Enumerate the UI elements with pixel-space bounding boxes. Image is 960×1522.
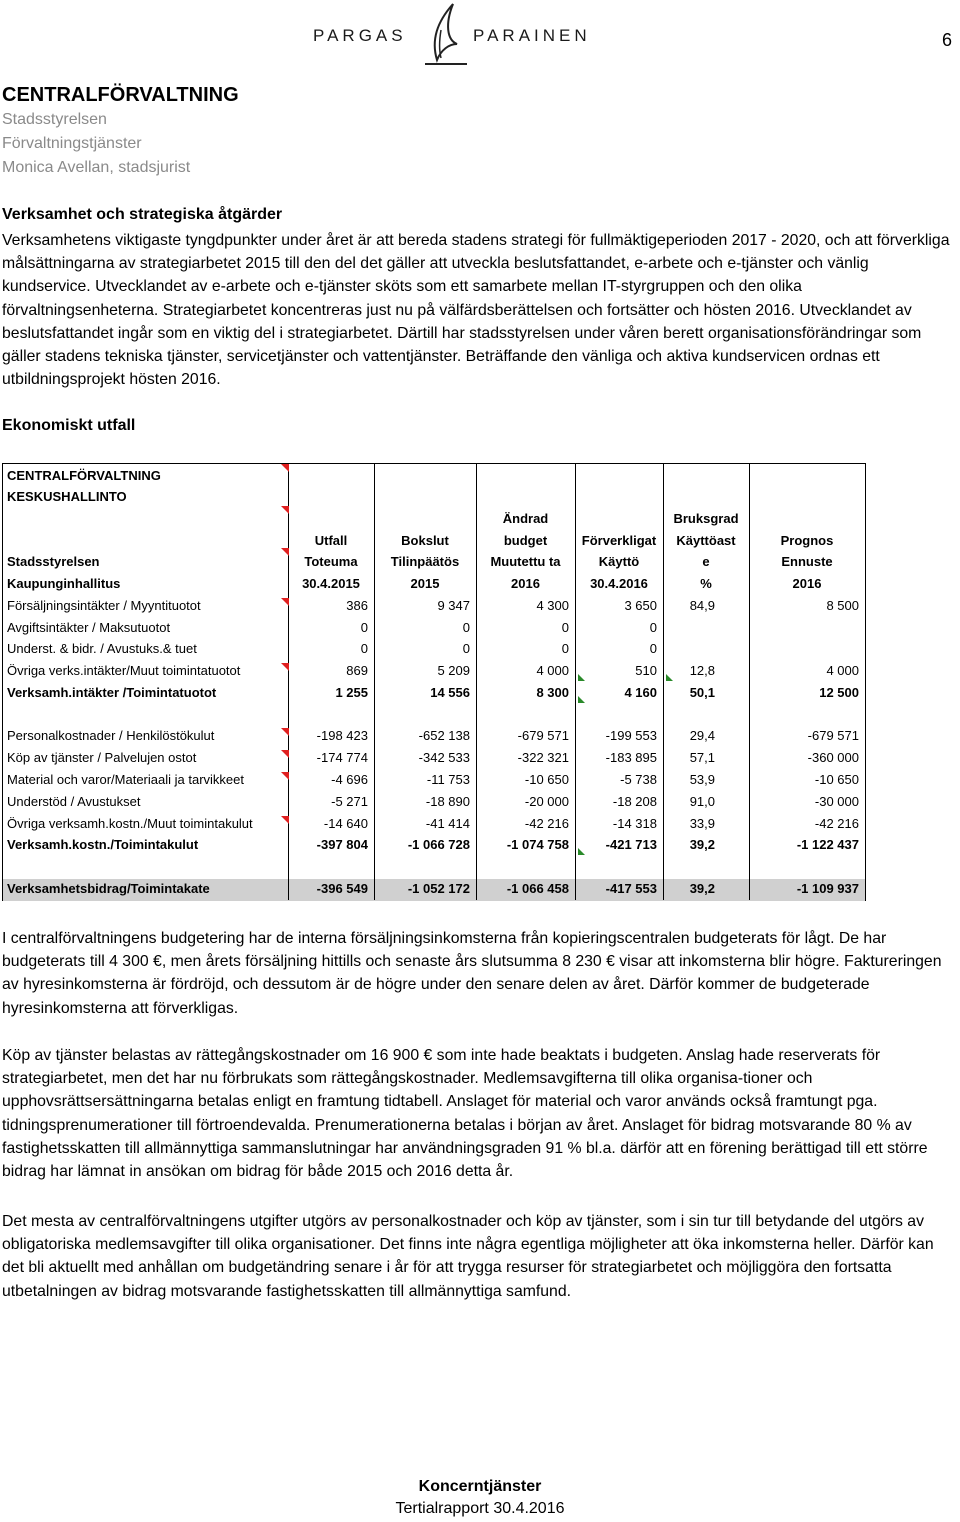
table-cell: 0: [649, 641, 657, 656]
table-row-label: Verksamhetsbidrag/Toimintakate: [7, 881, 210, 896]
paragraph-services: Köp av tjänster belastas av rättegångskostnader om 16 900 € som inte hade beaktats i budgeten. Anslag hade reserverats för strategiarbetet, men det har nu förbrukats som rättegångskostnader. Medlemsavgifterna till olika organisa-tioner och upphovsrättsersättningarna betalas enligt en framtung tidtabell. Anslaget för material och varor används också framtungt pga. tidningsprenumerationer till förtroendevalda. Prenumerationerna betalas i början av året. Anslaget för bidrag motsvarande 80 % av fastighetsskatten till allmännyttiga sammanslutningar har användningsgraden 91 % bl.a. därför att en förening berättigad till ett större bidrag har lämnat in ansökan om bidrag för både 2015 och 2016 detta år.: [2, 1047, 928, 1181]
comment-marker: [281, 728, 289, 736]
column-header-line: Tilinpäätös: [390, 554, 460, 569]
comment-marker: [281, 506, 289, 514]
column-header-line: Bruksgrad: [673, 511, 739, 526]
table-cell: 39,2: [689, 881, 715, 896]
column-divider: [865, 464, 866, 900]
table-row-label: Avgiftsintäkter / Maksutuotot: [7, 620, 171, 635]
table-cell: -679 571: [517, 728, 569, 743]
table-row-label: Verksamh.intäkter /Toimintatuotot: [7, 685, 217, 700]
table-cell: 3 650: [624, 598, 657, 613]
table-cell: -18 890: [425, 794, 470, 809]
table-cell: 0: [462, 620, 470, 635]
column-divider: [476, 464, 477, 900]
table-cell: 57,1: [689, 750, 715, 765]
table-cell: -652 138: [418, 728, 470, 743]
paragraph-activities: Verksamhetens viktigaste tyngdpunkter under året är att bereda stadens strategi för fullmäktigeperioden 2017 - 2020, och att förverkliga målsättningarna av strategiarbetet 2015 till den del det gäller att utveckla beslutsfattandet, e-arbete och e-tjänster och vänlig kundservice. Utvecklandet av e-arbete och e-tjänster sköts som ett samarbete mellan IT-styrgruppen och den olika förvaltningsenheterna. Strategiarbetet koncentreras just nu på välfärdsberättelsen och fortsätter och hösten 2016. Utvecklandet av beslutsfattandet ingår som en viktig del i strategiarbetet. Därtill har stadsstyrelsen under våren berett organisationsförändringar som gäller stadens tekniska tjänster, servicetjänster och vattentjänster. Beträffande den vänliga och aktiva kundservicen ordnas ett utbildningsprojekt hösten 2016.: [2, 232, 950, 389]
column-header-line: 2016: [511, 576, 540, 591]
table-cell: -1 052 172: [407, 881, 470, 896]
table-cell: 9 347: [437, 598, 470, 613]
table-cell: 12,8: [689, 663, 715, 678]
column-divider: [575, 464, 576, 900]
table-cell: -183 895: [605, 750, 657, 765]
table-cell: 869: [346, 663, 368, 678]
org-name-sv: CENTRALFÖRVALTNING: [7, 468, 161, 483]
table-row-label: Köp av tjänster / Palvelujen ostot: [7, 750, 197, 765]
table-cell: -42 216: [524, 816, 569, 831]
error-marker: [578, 674, 585, 681]
table-cell: -30 000: [814, 794, 859, 809]
comment-marker: [281, 772, 289, 780]
table-cell: -397 804: [316, 837, 368, 852]
financial-table: [2, 463, 866, 901]
table-cell: -679 571: [807, 728, 859, 743]
table-cell: -342 533: [418, 750, 470, 765]
column-header-line: Käyttö: [598, 554, 640, 569]
table-cell: -199 553: [605, 728, 657, 743]
table-cell: 33,9: [689, 816, 715, 831]
column-header-line: Prognos: [780, 533, 834, 548]
column-header-line: 30.4.2015: [302, 576, 360, 591]
table-cell: -42 216: [814, 816, 859, 831]
error-marker: [578, 696, 585, 703]
table-row-label: Övriga verks.intäkter/Muut toimintatuotot: [7, 663, 241, 678]
comment-marker: [281, 816, 289, 824]
column-header-line: 2016: [792, 576, 822, 591]
table-cell: -41 414: [425, 816, 470, 831]
table-cell: 4 000: [536, 663, 569, 678]
table-cell: 53,9: [689, 772, 715, 787]
table-cell: 510: [635, 663, 657, 678]
table-cell: 4 300: [536, 598, 569, 613]
table-cell: -18 208: [612, 794, 657, 809]
column-header-line: Utfall: [314, 533, 348, 548]
column-divider: [374, 464, 375, 900]
logo-text-pargas: PARGAS: [313, 26, 407, 45]
table-cell: -14 640: [323, 816, 368, 831]
table-cell: 0: [360, 620, 368, 635]
comment-marker: [281, 750, 289, 758]
table-cell: 12 500: [819, 685, 859, 700]
table-cell: -1 074 758: [506, 837, 569, 852]
table-cell: 5 209: [437, 663, 470, 678]
table-row-label: Verksamh.kostn./Toimintakulut: [7, 837, 199, 852]
subtitle-person: Monica Avellan, stadsjurist: [2, 159, 191, 176]
column-header-line: budget: [503, 533, 548, 548]
table-row-label: Understöd / Avustukset: [7, 794, 141, 809]
table-cell: 4 160: [624, 685, 657, 700]
table-row-label: Personalkostnader / Henkilöstökulut: [7, 728, 215, 743]
table-cell: -5 271: [331, 794, 368, 809]
row-label-header-sv: Stadsstyrelsen: [7, 554, 100, 569]
error-marker: [578, 848, 585, 855]
column-header-line: Käyttöast: [676, 533, 736, 548]
table-cell: -10 650: [814, 772, 859, 787]
table-cell: -10 650: [524, 772, 569, 787]
comment-marker: [281, 464, 289, 472]
table-cell: -11 753: [426, 772, 470, 787]
column-header-line: Ennuste: [781, 554, 833, 569]
subtitle-dept: Stadsstyrelsen: [2, 111, 107, 128]
table-cell: 0: [649, 620, 657, 635]
table-cell: -198 423: [316, 728, 368, 743]
comment-marker: [281, 663, 289, 671]
column-header-line: Ändrad: [502, 511, 549, 526]
table-cell: 0: [360, 641, 368, 656]
table-cell: 91,0: [689, 794, 715, 809]
table-cell: -360 000: [807, 750, 859, 765]
org-name-fi: KESKUSHALLINTO: [7, 489, 127, 504]
sail-icon: [423, 0, 469, 70]
table-cell: 1 255: [335, 685, 368, 700]
row-label-header-fi: Kaupunginhallitus: [7, 576, 121, 591]
subtitle-unit: Förvaltningstjänster: [2, 135, 142, 152]
table-cell: 84,9: [689, 598, 715, 613]
error-marker: [666, 674, 673, 681]
table-cell: -322 321: [517, 750, 569, 765]
table-row-label: Försäljningsintäkter / Myyntituotot: [7, 598, 201, 613]
table-cell: 4 000: [826, 663, 859, 678]
table-cell: -1 122 437: [796, 837, 859, 852]
column-header-line: Bokslut: [401, 533, 449, 548]
column-divider: [663, 464, 664, 900]
table-cell: 14 556: [430, 685, 470, 700]
pargas-parainen-logo: [305, 0, 591, 70]
footer: [0, 1476, 960, 1520]
table-cell: -421 713: [605, 837, 657, 852]
footer-title: Koncerntjänster: [418, 1478, 542, 1495]
table-cell: 39,2: [689, 837, 715, 852]
column-header-line: 30.4.2016: [590, 576, 648, 591]
table-cell: 8 500: [826, 598, 859, 613]
table-cell: -4 696: [331, 772, 368, 787]
table-cell: 50,1: [689, 685, 715, 700]
paragraph-revenue: I centralförvaltningens budgetering har de interna försäljningsinkomsterna från kopieringscentralen budgeterats för lågt. De har budgeterats till 4 300 €, men årets försäljning hittills och senaste års slutsumma 8 230 € visar att inkomsterna blir högre. Faktureringen av hyresinkomsterna är fördröjd, och dessutom är de högre under den senare delen av året. Därför kommer de budgeterade hyresinkomsterna att förverkligas.: [2, 930, 942, 1017]
table-row-label: Övriga verksamh.kostn./Muut toimintakulut: [7, 816, 253, 831]
table-cell: 0: [561, 620, 569, 635]
table-cell: -1 066 458: [506, 881, 569, 896]
table-cell: -396 549: [316, 881, 368, 896]
column-header-line: Muutettu ta: [490, 554, 561, 569]
table-row-label: Material och varor/Materiaali ja tarvikkeet: [7, 772, 244, 787]
economic-heading: Ekonomiskt utfall: [2, 417, 136, 434]
table-cell: -5 738: [620, 772, 657, 787]
page-number: 6: [941, 30, 952, 50]
page-title: CENTRALFÖRVALTNING: [2, 84, 239, 106]
table-cell: 386: [346, 598, 368, 613]
column-divider: [749, 464, 750, 900]
column-header-line: 2015: [410, 576, 440, 591]
column-header-line: %: [700, 576, 712, 591]
footer-subtitle: Tertialrapport 30.4.2016: [395, 1500, 565, 1517]
table-cell: 29,4: [689, 728, 715, 743]
logo-text-parainen: PARAINEN: [473, 26, 591, 45]
paragraph-costs: Det mesta av centralförvaltningens utgifter utgörs av personalkostnader och köp av tjänster, som i sin tur till betydande del utgörs av obligatoriska medlemsavgifter till olika organisationer. Det finns inte några egentliga möjligheter att öka inkomsterna heller. Därför kan det bli aktuellt med anhållan om budgetändring senare i år för att trygga resurser för strategiarbetet och möjliggöra den fortsatta utbetalningen av bidrag motsvarande fastighetsskatten till allmännyttiga samfund.: [2, 1213, 934, 1300]
column-header-line: e: [702, 554, 710, 569]
table-cell: 0: [561, 641, 569, 656]
column-header-line: Förverkligat: [581, 533, 657, 548]
table-cell: 0: [462, 641, 470, 656]
table-cell: -1 109 937: [796, 881, 859, 896]
table-row-label: Underst. & bidr. / Avustuks.& tuet: [7, 641, 197, 656]
table-cell: -417 553: [605, 881, 657, 896]
comment-marker: [281, 598, 289, 606]
column-header-line: Toteuma: [304, 554, 358, 569]
column-divider: [288, 464, 289, 900]
section-heading: Verksamhet och strategiska åtgärder: [2, 206, 283, 223]
table-cell: -20 000: [524, 794, 569, 809]
table-cell: 8 300: [536, 685, 569, 700]
table-cell: -174 774: [316, 750, 368, 765]
table-cell: -14 318: [612, 816, 657, 831]
title-block: [2, 82, 239, 180]
comment-marker: [281, 548, 289, 556]
table-cell: -1 066 728: [407, 837, 470, 852]
